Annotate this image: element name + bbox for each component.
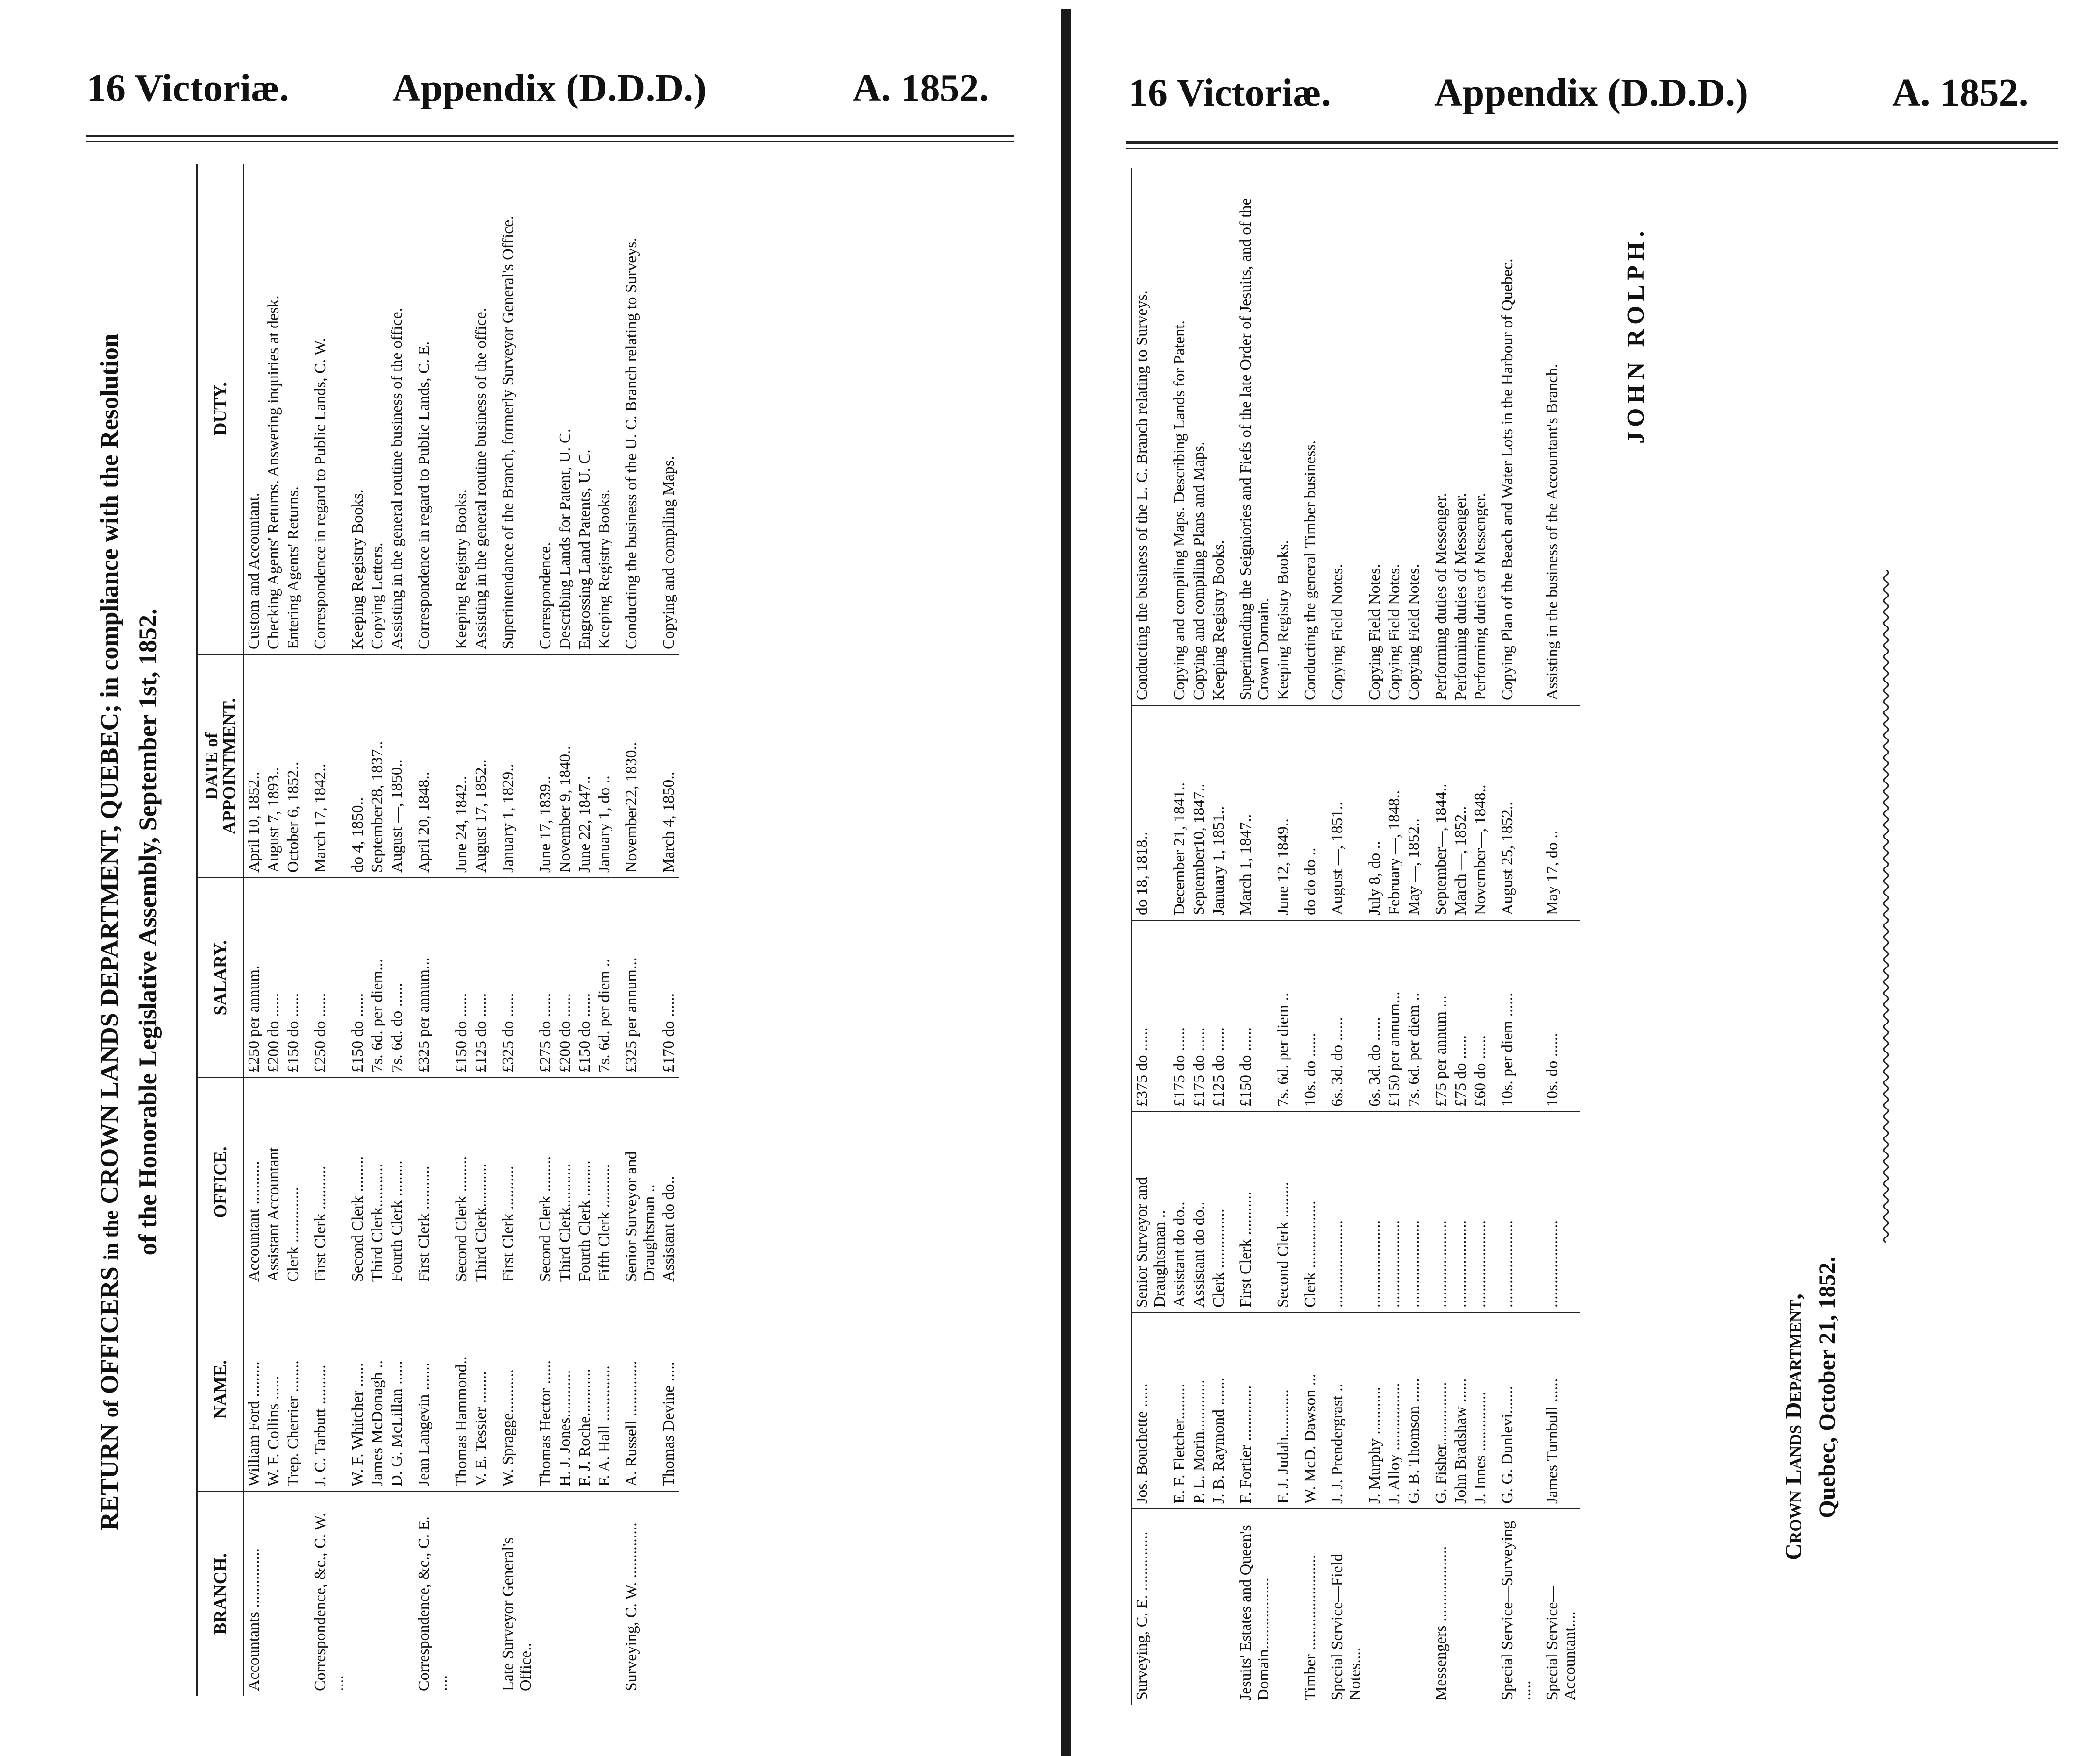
- cell-name: F. J. Judah............: [1274, 1313, 1293, 1509]
- cell-salary: 7s. 6d. do ......: [387, 878, 407, 1078]
- table-row: [1404, 168, 1424, 1705]
- header-rule-thin: [86, 141, 1014, 142]
- cell-salary: 10s. do ......: [1535, 920, 1580, 1112]
- cell-date: August 17, 1852..: [471, 654, 491, 878]
- cell-branch: [595, 1492, 614, 1696]
- caption-word: in the: [100, 1210, 122, 1260]
- cell-name: W. McD. Dawson ...: [1293, 1313, 1320, 1509]
- cell-date: June 24, 1842..: [452, 654, 471, 878]
- cell-branch: [264, 1492, 284, 1696]
- table-row: [471, 164, 491, 1696]
- cell-duty: Conducting the general Timber business.: [1293, 168, 1320, 705]
- cell-office: First Clerk ...........: [303, 1078, 348, 1287]
- cell-office: Clerk .................: [1293, 1112, 1320, 1313]
- cell-office: Fifth Clerk ...........: [595, 1078, 614, 1287]
- cell-name: J. Alloy .................: [1385, 1313, 1404, 1509]
- cell-date: August —, 1850..: [387, 654, 407, 878]
- cell-name: F. Fortier ..............: [1229, 1313, 1274, 1509]
- table-row: [452, 164, 471, 1696]
- cell-name: G. G. Dunlevi.......: [1490, 1313, 1535, 1509]
- cell-duty: Engrossing Land Patents, U. C.: [575, 164, 595, 654]
- cell-salary: £275 do ......: [536, 878, 555, 1078]
- cell-office: ......................: [1535, 1112, 1580, 1313]
- cell-branch: [1170, 1509, 1189, 1705]
- cell-office: Fourth Clerk .........: [387, 1078, 407, 1287]
- cell-salary: £150 do ......: [348, 878, 368, 1078]
- cell-salary: £75 do ......: [1451, 920, 1471, 1112]
- cell-salary: 10s. do ......: [1293, 920, 1320, 1112]
- cell-branch: Accountants ...............: [245, 1548, 263, 1691]
- cell-date: December 21, 1841..: [1170, 705, 1189, 920]
- cell-date: July 8, do ..: [1365, 705, 1385, 920]
- cell-date: June 12, 1849..: [1274, 705, 1293, 920]
- cell-duty: Copying Plan of the Beach and Water Lots in the Harbour of Quebec.: [1490, 168, 1535, 705]
- table-row: [659, 164, 679, 1696]
- cell-office: ......................: [1320, 1112, 1365, 1313]
- cell-name: W. Spragge...........: [491, 1287, 536, 1492]
- cell-duty: Assisting in the business of the Accountant's Branch.: [1535, 168, 1580, 705]
- caption-word: of: [100, 1400, 122, 1418]
- cell-salary: £250 do ......: [303, 878, 348, 1078]
- cell-salary: £75 per annum ...: [1424, 920, 1451, 1112]
- cell-date: March 1, 1847..: [1229, 705, 1274, 920]
- cell-office: Assistant do do..: [1189, 1112, 1209, 1313]
- table-body: [1132, 168, 1580, 1705]
- cell-branch: [536, 1492, 555, 1696]
- col-date-line1: DATE of: [202, 732, 221, 800]
- cell-branch: Surveying, C. W. ..............: [623, 1522, 640, 1691]
- cell-date: do 18, 1818..: [1132, 705, 1170, 920]
- cell-office: Third Clerk...........: [368, 1078, 387, 1287]
- officers-table-right: [1131, 168, 1580, 1705]
- caption-word: RETURN: [95, 1423, 123, 1530]
- cell-duty: Copying and compiling Maps.: [659, 164, 679, 654]
- department-name: Crown Lands Department,: [1780, 1294, 1806, 1560]
- cell-duty: Performing duties of Messenger.: [1424, 168, 1451, 705]
- cell-date: November—, 1848..: [1471, 705, 1490, 920]
- cell-date: March 17, 1842..: [303, 654, 348, 878]
- cell-branch: Correspondence, &c., C. W. ....: [312, 1513, 347, 1691]
- header-left-label: 16 Victoriæ.: [86, 66, 289, 110]
- cell-date: January 1, 1851..: [1209, 705, 1229, 920]
- cell-salary: £150 do ......: [1229, 920, 1274, 1112]
- cell-office: ......................: [1490, 1112, 1535, 1313]
- cell-name: E. F. Fletcher.........: [1170, 1313, 1189, 1509]
- cell-name: William Ford .........: [244, 1287, 264, 1492]
- table-row: [1293, 168, 1320, 1705]
- cell-duty: Entering Agents' Returns.: [284, 164, 303, 654]
- cell-salary: £150 per annum...: [1385, 920, 1404, 1112]
- cell-branch: [555, 1492, 575, 1696]
- cell-office: Assistant do do..: [1170, 1112, 1189, 1313]
- cell-branch: Special Service—Surveying .....: [1499, 1521, 1534, 1700]
- cell-date: November 9, 1840..: [555, 654, 575, 878]
- cell-date: March 4, 1850..: [659, 654, 679, 878]
- cell-name: W. F. Whitcher ......: [348, 1287, 368, 1492]
- cell-salary: £150 do ......: [575, 878, 595, 1078]
- cell-branch: Special Service—Field Notes....: [1329, 1553, 1364, 1700]
- cell-office: ......................: [1365, 1112, 1385, 1313]
- cell-salary: 6s. 3d. do ......: [1320, 920, 1365, 1112]
- cell-duty: Assisting in the general routine business of the office.: [387, 164, 407, 654]
- header-center-label: Appendix (D.D.D.): [392, 66, 707, 110]
- cell-branch: [1471, 1509, 1490, 1705]
- header-right-label: A. 1852.: [1892, 71, 2029, 114]
- cell-date: January 1, 1829..: [491, 654, 536, 878]
- table-row: [387, 164, 407, 1696]
- cell-salary: £250 per annum.: [244, 878, 264, 1078]
- cell-branch: [1404, 1509, 1424, 1705]
- right-page: [1075, 0, 2100, 1756]
- cell-duty: Custom and Accountant.: [244, 164, 264, 654]
- cell-office: Third Clerk...........: [555, 1078, 575, 1287]
- cell-office: Clerk ..............: [284, 1078, 303, 1287]
- cell-branch: [368, 1492, 387, 1696]
- cell-name: J. C. Tarbutt ..........: [303, 1287, 348, 1492]
- table-row: [1229, 168, 1274, 1705]
- table-row: [1424, 168, 1451, 1705]
- table-row: [614, 164, 659, 1696]
- cell-duty: Copying Field Notes.: [1320, 168, 1365, 705]
- cell-salary: £60 do ......: [1471, 920, 1490, 1112]
- cell-office: Fourth Clerk .........: [575, 1078, 595, 1287]
- cell-office: ......................: [1385, 1112, 1404, 1313]
- table-row: [368, 164, 387, 1696]
- cell-office: Accountant ...........: [244, 1078, 264, 1287]
- col-date-line2: APPOINTMENT.: [220, 698, 239, 834]
- cell-name: Thomas Hammond..: [452, 1287, 471, 1492]
- cell-duty: Conducting the business of the U. C. Branch relating to Surveys.: [614, 164, 659, 654]
- cell-salary: £325 per annum...: [407, 878, 452, 1078]
- cell-duty: Keeping Registry Books.: [348, 164, 368, 654]
- cell-salary: £125 do ......: [471, 878, 491, 1078]
- table-row: [1365, 168, 1385, 1705]
- dateline: [1776, 1257, 1844, 1560]
- cell-date: April 10, 1852..: [244, 654, 264, 878]
- table-row: [244, 164, 264, 1696]
- cell-branch: [387, 1492, 407, 1696]
- cell-name: Jos. Bouchette ......: [1132, 1313, 1170, 1509]
- table-row: [595, 164, 614, 1696]
- table-caption: [91, 154, 173, 1710]
- cell-duty: Copying Field Notes.: [1404, 168, 1424, 705]
- cell-branch: [284, 1492, 303, 1696]
- cell-name: P. L. Morin.............: [1189, 1313, 1209, 1509]
- cell-duty: Keeping Registry Books.: [595, 164, 614, 654]
- table-row: [1274, 168, 1293, 1705]
- cell-branch: Timber ........................: [1302, 1555, 1319, 1700]
- cell-duty: Superintendance of the Branch, formerly Surveyor General's Office.: [491, 164, 536, 654]
- table-row: [1320, 168, 1365, 1705]
- table-body: [244, 164, 679, 1696]
- cell-name: J. J. Prendergrast ..: [1320, 1313, 1365, 1509]
- cell-branch: [348, 1492, 368, 1696]
- cell-branch: Special Service—Accountant....: [1544, 1586, 1579, 1700]
- cell-branch: [1451, 1509, 1471, 1705]
- cell-salary: £325 do ......: [491, 878, 536, 1078]
- cell-office: ......................: [1451, 1112, 1471, 1313]
- cell-office: Assistant Accountant: [264, 1078, 284, 1287]
- cell-name: J. Innes ...............: [1471, 1313, 1490, 1509]
- table-row: [303, 164, 348, 1696]
- cell-office: Second Clerk .........: [452, 1078, 471, 1287]
- cell-name: Thomas Hector ......: [536, 1287, 555, 1492]
- cell-name: D. G. McLillan ......: [387, 1287, 407, 1492]
- table-row: [1535, 168, 1580, 1705]
- table-row: [1490, 168, 1535, 1705]
- cell-branch: [1365, 1509, 1385, 1705]
- cell-duty: Keeping Registry Books.: [1209, 168, 1229, 705]
- cell-name: James McDonagh ..: [368, 1287, 387, 1492]
- cell-office: Second Clerk .........: [1274, 1112, 1293, 1313]
- col-date: [197, 654, 244, 878]
- cell-branch: [659, 1492, 679, 1696]
- cell-date: May 17, do ..: [1535, 705, 1580, 920]
- cell-duty: Performing duties of Messenger.: [1451, 168, 1471, 705]
- caption-line-2: of the Honorable Legislative Assembly, September 1st, 1852.: [134, 608, 162, 1256]
- cell-branch: [1274, 1509, 1293, 1705]
- table-row: [1471, 168, 1490, 1705]
- cell-duty: Correspondence.: [536, 164, 555, 654]
- cell-salary: £175 do ......: [1189, 920, 1209, 1112]
- table-row: [1451, 168, 1471, 1705]
- cell-office: ......................: [1424, 1112, 1451, 1313]
- col-duty: DUTY.: [197, 164, 244, 654]
- cell-duty: Copying Field Notes.: [1365, 168, 1385, 705]
- cell-duty: Copying and compiling Maps. Describing Lands for Patent.: [1170, 168, 1189, 705]
- cell-office: ......................: [1404, 1112, 1424, 1313]
- cell-salary: £325 per annum...: [614, 878, 659, 1078]
- cell-date: September—, 1844..: [1424, 705, 1451, 920]
- right-rotated-content: [1131, 164, 2000, 1705]
- cell-date: do do do ..: [1293, 705, 1320, 920]
- cell-office: Assistant do do..: [659, 1078, 679, 1287]
- cell-salary: £175 do ......: [1170, 920, 1189, 1112]
- table-row: [1189, 168, 1209, 1705]
- cell-office: Second Clerk .........: [536, 1078, 555, 1287]
- header-rule: [1126, 141, 2058, 144]
- cell-name: G. Fisher................: [1424, 1313, 1451, 1509]
- table-row: [264, 164, 284, 1696]
- cell-salary: £150 do ......: [452, 878, 471, 1078]
- table-row: [284, 164, 303, 1696]
- flourish-rule: [1879, 570, 1893, 1243]
- cell-office: First Clerk ...........: [407, 1078, 452, 1287]
- cell-office: Clerk ...............: [1209, 1112, 1229, 1313]
- cell-name: James Turnbull ......: [1535, 1313, 1580, 1509]
- cell-branch: [1189, 1509, 1209, 1705]
- cell-salary: £125 do ......: [1209, 920, 1229, 1112]
- footer-area: [1580, 164, 2000, 1705]
- cell-date: November22, 1830..: [614, 654, 659, 878]
- table-row: [1170, 168, 1189, 1705]
- cell-office: First Clerk ...........: [1229, 1112, 1274, 1313]
- cell-branch: [1209, 1509, 1229, 1705]
- cell-name: Trep. Cherrier ........: [284, 1287, 303, 1492]
- page-gutter: [1061, 9, 1071, 1756]
- col-branch: BRANCH.: [197, 1492, 244, 1696]
- cell-name: John Bradshaw ......: [1451, 1313, 1471, 1509]
- cell-duty: Correspondence in regard to Public Lands, C. W.: [303, 164, 348, 654]
- left-rotated-content: [91, 154, 679, 1710]
- cell-branch: [452, 1492, 471, 1696]
- cell-branch: Late Surveyor General's Office..: [499, 1537, 534, 1691]
- cell-name: F. J. Roche............: [575, 1287, 595, 1492]
- cell-salary: 7s. 6d. per diem ..: [595, 878, 614, 1078]
- place-date: Quebec, October 21, 1852.: [1814, 1256, 1840, 1518]
- table-row: [1209, 168, 1229, 1705]
- cell-salary: 7s. 6d. per diem ..: [1274, 920, 1293, 1112]
- cell-duty: Checking Agents' Returns. Answering inquiries at desk.: [264, 164, 284, 654]
- header-right-label: A. 1852.: [853, 66, 989, 110]
- table-row: [348, 164, 368, 1696]
- cell-name: J. Murphy ............: [1365, 1313, 1385, 1509]
- caption-word: CROWN LANDS DEPARTMENT, QUEBEC; in compliance with the Resolution: [95, 334, 123, 1204]
- cell-branch: [471, 1492, 491, 1696]
- cell-branch: Jesuits' Estates and Queen's Domain..................: [1237, 1525, 1272, 1700]
- cell-branch: [575, 1492, 595, 1696]
- cell-duty: Superintending the Seigniories and Fiefs of the late Order of Jesuits, and of the Crown Domain.: [1229, 168, 1274, 705]
- cell-name: W. F. Collins ......: [264, 1287, 284, 1492]
- cell-office: Second Clerk .........: [348, 1078, 368, 1287]
- cell-name: A. Russell ..............: [614, 1287, 659, 1492]
- cell-date: January 1, do ..: [595, 654, 614, 878]
- header-left-label: 16 Victoriæ.: [1128, 71, 1331, 114]
- table-row: [1385, 168, 1404, 1705]
- header-rule: [86, 135, 1014, 137]
- table-row: [407, 164, 452, 1696]
- cell-salary: 7s. 6d. per diem...: [368, 878, 387, 1078]
- cell-duty: Copying and compiling Plans and Maps.: [1189, 168, 1209, 705]
- cell-salary: 6s. 3d. do ......: [1365, 920, 1385, 1112]
- cell-date: August —, 1851..: [1320, 705, 1365, 920]
- cell-date: August 25, 1852..: [1490, 705, 1535, 920]
- table-row: [491, 164, 536, 1696]
- cell-office: ......................: [1471, 1112, 1490, 1313]
- cell-duty: Conducting the business of the L. C. Branch relating to Surveys.: [1132, 168, 1170, 705]
- cell-name: Jean Langevin .......: [407, 1287, 452, 1492]
- cell-branch: Correspondence, &c., C. E. ....: [415, 1516, 450, 1691]
- cell-date: May —, 1852..: [1404, 705, 1424, 920]
- cell-name: Thomas Devine .....: [659, 1287, 679, 1492]
- cell-duty: Assisting in the general routine business of the office.: [471, 164, 491, 654]
- cell-office: First Clerk ...........: [491, 1078, 536, 1287]
- cell-name: H. J. Jones............: [555, 1287, 575, 1492]
- cell-date: September10, 1847..: [1189, 705, 1209, 920]
- cell-duty: Correspondence in regard to Public Lands, C. E.: [407, 164, 452, 654]
- cell-salary: £375 do ......: [1132, 920, 1170, 1112]
- caption-word: OFFICERS: [95, 1266, 123, 1394]
- table-row: [555, 164, 575, 1696]
- cell-duty: Copying Letters.: [368, 164, 387, 654]
- cell-salary: 7s. 6d. per diem ..: [1404, 920, 1424, 1112]
- cell-name: V. E. Tessier ........: [471, 1287, 491, 1492]
- cell-name: F. A. Hall ..............: [595, 1287, 614, 1492]
- cell-date: September28, 1837..: [368, 654, 387, 878]
- cell-date: February —, 1848..: [1385, 705, 1404, 920]
- cell-duty: Describing Lands for Patent, U. C.: [555, 164, 575, 654]
- cell-name: G. B. Thomson ......: [1404, 1313, 1424, 1509]
- col-name: NAME.: [197, 1287, 244, 1492]
- cell-date: June 17, 1839..: [536, 654, 555, 878]
- cell-date: March —, 1852..: [1451, 705, 1471, 920]
- col-salary: SALARY.: [197, 878, 244, 1078]
- cell-duty: Performing duties of Messenger.: [1471, 168, 1490, 705]
- cell-duty: Keeping Registry Books.: [1274, 168, 1293, 705]
- officers-table-left: [196, 164, 679, 1696]
- cell-salary: £150 do ......: [284, 878, 303, 1078]
- cell-branch: Messengers ...................: [1432, 1546, 1450, 1700]
- cell-date: April 20, 1848..: [407, 654, 452, 878]
- cell-branch: [1385, 1509, 1404, 1705]
- cell-date: June 22, 1847..: [575, 654, 595, 878]
- header-center-label: Appendix (D.D.D.): [1434, 71, 1749, 114]
- cell-date: August 7, 1893..: [264, 654, 284, 878]
- cell-duty: Copying Field Notes.: [1385, 168, 1404, 705]
- table-row: [575, 164, 595, 1696]
- cell-office: Third Clerk...........: [471, 1078, 491, 1287]
- cell-office: Senior Surveyor and Draughtsman ..: [1132, 1112, 1170, 1313]
- cell-salary: £200 do ......: [555, 878, 575, 1078]
- cell-salary: 10s. per diem ......: [1490, 920, 1535, 1112]
- cell-date: do 4, 1850..: [348, 654, 368, 878]
- cell-salary: £200 do ......: [264, 878, 284, 1078]
- cell-branch: Surveying, C. E. ...............: [1133, 1531, 1151, 1700]
- signature: JOHN ROLPH.: [1623, 226, 1649, 444]
- table-row: [536, 164, 555, 1696]
- col-office: OFFICE.: [197, 1078, 244, 1287]
- cell-date: October 6, 1852..: [284, 654, 303, 878]
- cell-duty: Keeping Registry Books.: [452, 164, 471, 654]
- table-row: [1132, 168, 1170, 1705]
- cell-name: J. B. Raymond .......: [1209, 1313, 1229, 1509]
- header-rule-thin: [1126, 148, 2058, 149]
- cell-office: Senior Surveyor and Draughtsman ..: [614, 1078, 659, 1287]
- cell-salary: £170 do ......: [659, 878, 679, 1078]
